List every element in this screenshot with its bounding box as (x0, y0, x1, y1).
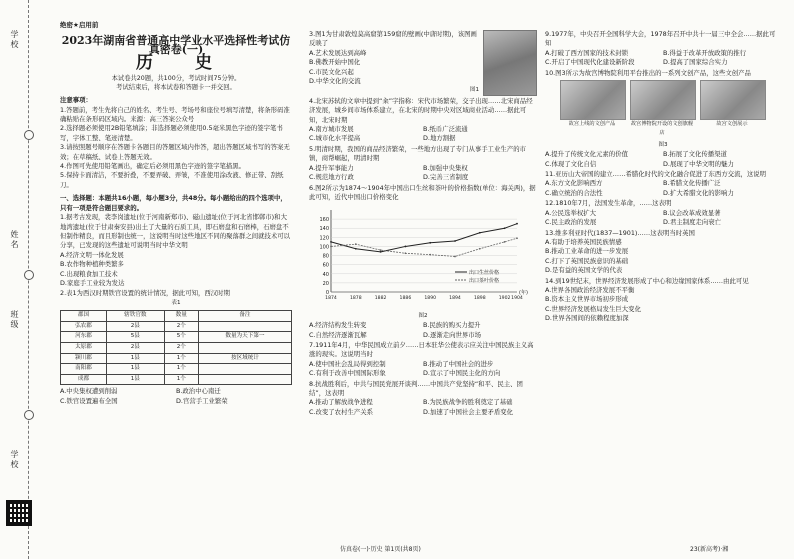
figure-caption: 图2 (418, 312, 428, 319)
option: B.希腊文化传播广泛 (663, 179, 721, 188)
option: B.民族的购买力提升 (423, 321, 481, 330)
table-cell: 按区域统计 (198, 353, 291, 364)
y-tick-label: 120 (319, 235, 329, 242)
option: A.经济文明一体化发展 (60, 250, 124, 259)
binding-hole (24, 270, 34, 280)
product-photo (560, 80, 626, 120)
table-cell: 2县 (106, 321, 164, 332)
section-title: 一、选择题：本题共16小题，每小题3分，共48分。每小题给出的四个选项中，只有一项是符合题目要求的。 (60, 194, 287, 212)
y-tick-label: 80 (322, 253, 329, 260)
note-item: 1.答题前，考生先将自己的姓名、考生号、考场号和座位号填写清楚，将条形码准确粘贴在条形码区域内。来源：高三答案公众号 (60, 105, 290, 124)
note-item: 3.请按照题号顺序在答题卡各题目的答题区域内作答，超出答题区域书写的答案无效；在草稿纸、试卷上答题无效。 (60, 143, 290, 161)
question-7 (309, 341, 537, 379)
page-footer-code: 23(新高考)·湘 (690, 546, 729, 553)
table-cell (198, 364, 291, 375)
y-tick-label: 100 (319, 244, 329, 251)
table-cell: 南阳郡 (61, 364, 107, 375)
data-point (479, 232, 481, 234)
table-header-row (61, 311, 292, 322)
option: C.规范地方行政 (309, 173, 354, 182)
option: D.提高了国家综合实力 (663, 58, 728, 67)
option: C.开启了中国现代化建设新阶段 (545, 58, 635, 67)
question-stem: 9.1977年，中央召开全国科学大会，1978年召开中共十一届三中全会……据此可知 (545, 30, 776, 48)
option: D.中华文化的交流 (309, 77, 361, 86)
option: B.拓展了文化传播渠道 (663, 150, 727, 159)
photo-row (545, 80, 781, 139)
question-stem: 5.明清时期，我国的商品经济繁荣，一些地方出现了专门从事手工业生产的市镇，商帮崛起，明清时期 (309, 144, 526, 163)
question-stem: 3.图1为甘肃敦煌莫高窟第159窟的壁画(中唐时期)，该图画反映了 (309, 30, 477, 48)
table-cell: 1个 (164, 353, 198, 364)
data-point (355, 248, 357, 250)
option: B.为民族战争的胜利奠定了基础 (423, 398, 513, 407)
product-photo (700, 80, 766, 120)
table-row (61, 364, 292, 375)
y-tick-label: 160 (319, 217, 329, 224)
question-stem: 1.据考古发现，裴李岗遗址(位于河南新郑市)、磁山遗址(位于河北省邯郸市)和大地湾遗址(位于甘肃秦安县)出土了大量的石质工具，即石磨盘和石磨棒，石磨盘不但制作精良，而且形制也统一，这说明当时这些地区不同的聚落群之间就技术可以分享，已发现的这些遗址可说明当时中华文明 (60, 213, 291, 250)
table-cell: 太原郡 (61, 342, 107, 353)
note-item: 2.选择题必须使用2B铅笔填涂；非选择题必须使用0.5毫米黑色字迹的签字笔书写，字体工整、笔迹清楚。 (60, 124, 283, 142)
question-stem: 14.到19世纪末，世界经济发展形成了中心和边缘国家体系……由此可见 (545, 276, 749, 285)
question-5 (309, 145, 537, 183)
option: C.打下了英国民族意识的基础 (545, 256, 629, 265)
x-tick-label: 1886 (399, 296, 412, 302)
option: A.世界各国政治经济发展不平衡 (545, 285, 635, 294)
label-name: 姓名 (10, 230, 19, 250)
x-tick-label: 1874 (325, 296, 337, 302)
question-stem: 4.北宋苏轼的文章中提到“籴”字指称：宋代市场繁荣，交子出现……北宋商品经济发展，城乡间市场体系建立，在北宋的时期中央对区域商业活动……据此可知，北宋时期 (309, 96, 533, 124)
x-tick-label: 1904 (511, 296, 523, 302)
data-point (380, 250, 382, 252)
notes-title: 注意事项： (60, 96, 92, 105)
option: B.议会改革成效显著 (663, 208, 721, 217)
option: A.中央集权遭到削弱 (60, 387, 118, 396)
data-point (330, 246, 332, 248)
exam-title: 2023年湖南省普通高中学业水平选择性考试仿真密卷(一) (61, 34, 291, 57)
table-row (61, 321, 292, 332)
table-cell (198, 374, 291, 385)
table-cell: 1县 (106, 364, 164, 375)
option: A.南方城市发展 (309, 125, 354, 134)
product-photo (630, 80, 696, 120)
y-tick-label: 20 (322, 281, 329, 288)
question-11 (545, 170, 781, 198)
label-school: 学校 (10, 30, 19, 50)
data-point (504, 241, 506, 243)
option: D.官营手工业繁荣 (176, 396, 228, 405)
table-header: 郡国 (61, 311, 107, 322)
figure-caption: 图1 (469, 87, 479, 94)
option: B.得益于改革开放政策的推行 (663, 48, 747, 57)
table-header: 辖铁官数 (106, 311, 164, 322)
option: C.出现粮食加工技术 (60, 269, 118, 278)
option: B.资本主义世界市场初步形成 (545, 295, 629, 304)
table-cell: 2个 (164, 321, 198, 332)
mural-image (483, 30, 537, 96)
table-cell: 1个 (164, 374, 198, 385)
y-tick-label: 60 (322, 262, 329, 269)
question-12 (545, 199, 781, 227)
table-cell: 2县 (106, 342, 164, 353)
data-point (479, 248, 481, 250)
question-stem: 8.抗战胜利后，中共与国民党展开谈判……中国共产党坚持“和平、民主、团结”，这表明 (309, 379, 523, 397)
exam-notice-2: 考试结束后，将本试卷和答题卡一并交回。 (116, 84, 236, 92)
option: C.市民文化兴起 (309, 67, 354, 76)
question-3 (309, 30, 537, 96)
data-point (516, 223, 518, 225)
option: B.加强中央集权 (423, 163, 468, 172)
question-stem: 10.图3所示为故宫博物院利用平台推出的一系列文创产品，这些文创产品 (545, 68, 751, 77)
option: B.推动了中国社会的进步 (423, 359, 494, 368)
figure-caption: 图3 (658, 141, 668, 148)
option: C.确立统治的合法性 (545, 188, 603, 197)
option: B.佛教开始中国化 (309, 58, 361, 67)
label-id: 学校 (10, 450, 19, 470)
option: D.加速了中国社会主要矛盾变化 (423, 407, 514, 416)
data-point (454, 256, 456, 258)
option: A.推动了解放战争进程 (309, 398, 373, 407)
data-point (516, 238, 518, 240)
question-14 (545, 277, 781, 324)
option: A.有助于培养英国民族情感 (545, 237, 622, 246)
table-row (61, 374, 292, 385)
legend-entry: 出口生丝价格 (469, 270, 500, 277)
option: A.艺术发展达到高峰 (309, 48, 367, 57)
note-item: 4.作图可先使用铅笔画出，确定后必须用黑色字迹的签字笔描黑。 (60, 162, 246, 171)
option: A.使中国社会乱局得到控制 (309, 359, 386, 368)
series-line (331, 224, 517, 252)
qr-code (6, 500, 32, 526)
table-cell: 1个 (164, 364, 198, 375)
y-tick-label: 0 (325, 290, 329, 297)
option: A.提升了传统文化元素的价值 (545, 150, 628, 159)
option: D.逐渐走向世界市场 (423, 330, 482, 339)
question-1 (60, 213, 292, 288)
table-cell: 1县 (106, 353, 164, 364)
question-8 (309, 380, 537, 418)
price-index-chart (309, 204, 537, 308)
confidential-tag: 绝密★启用前 (60, 21, 99, 29)
data-point (454, 240, 456, 242)
x-tick-label: 1894 (449, 296, 461, 302)
option: D.君主制度走向衰亡 (663, 218, 722, 227)
question-stem: 2.表1为西汉时期铁官设置的统计情况，据此可知，西汉时期 (60, 289, 230, 298)
photo-caption: 故宫博物院开设的文创旗舰店 (630, 121, 694, 137)
option: C.民主政治的发展 (545, 218, 597, 227)
data-point (405, 253, 407, 255)
data-point (330, 241, 332, 243)
page-footer: 仿真卷(一)·历史 第1页(共8页) (340, 546, 421, 553)
photo-caption: 故宫上线的文创产品 (568, 121, 616, 128)
x-axis-label: (年) (519, 290, 528, 297)
question-9 (545, 30, 781, 68)
data-point (429, 254, 431, 256)
x-tick-label: 1882 (374, 296, 387, 302)
column-1 (60, 30, 292, 407)
question-4 (309, 97, 537, 144)
table-cell: 弘农郡 (61, 321, 107, 332)
exam-notice-1: 本试卷共20题，共100分，考试时间75分钟。 (111, 75, 241, 83)
option: C.改变了农村生产关系 (309, 407, 374, 416)
option: B.政治中心南迁 (176, 387, 221, 396)
question-stem: 11.亚历山大帝国的建立……希腊化时代的文化融合促进了东西方交流，这说明 (545, 170, 767, 179)
x-tick-label: 1890 (424, 296, 437, 302)
option: A.提升军事能力 (309, 163, 354, 172)
table-cell: 数量为天下第一 (198, 332, 291, 343)
table-row (61, 353, 292, 364)
option: A.公民选举权扩大 (545, 208, 597, 217)
option: C.自然经济逐渐瓦解 (309, 330, 367, 339)
binding-hole (24, 410, 34, 420)
x-tick-label: 1898 (473, 296, 486, 302)
table-row (61, 332, 292, 343)
option: D.完善三省制度 (423, 173, 469, 182)
data-point (355, 244, 357, 246)
label-class: 班级 (10, 310, 19, 330)
table-header: 数量 (164, 311, 198, 322)
y-tick-label: 40 (322, 272, 329, 279)
x-tick-label: 1878 (349, 296, 362, 302)
option: C.世界经济发展格局发生巨大变化 (545, 304, 641, 313)
option: D.展现了中华文明的魅力 (663, 159, 734, 168)
table-cell: 河东郡 (61, 332, 107, 343)
photo-caption: 故宫文创展示 (716, 121, 748, 128)
question-2 (60, 289, 292, 406)
table-cell: 5县 (106, 332, 164, 343)
option: D.宣示了中国民主化的方向 (423, 369, 501, 378)
binding-hole (24, 130, 34, 140)
data-point (504, 228, 506, 230)
question-13 (545, 229, 781, 276)
table-cell: 2个 (164, 342, 198, 353)
option: B.农作物种植种类繁多 (60, 260, 124, 269)
option: D.扩大希腊文化的影响力 (663, 188, 734, 197)
series-line (331, 239, 517, 257)
table-cell: 颍川郡 (61, 353, 107, 364)
question-stem: 6.图2所示为1874～1904年中国出口生丝和茶叶的价格指数(单位：海关两)，据此可知，近代中国出口价格变化 (309, 183, 536, 201)
question-stem: 12.1810年7月，法国发生革命，……这表明 (545, 199, 672, 208)
y-tick-label: 140 (319, 226, 329, 233)
option: C.铁官设置遍布全国 (60, 396, 118, 405)
option: C.有利于改善中国国际形象 (309, 369, 386, 378)
question-6 (309, 184, 537, 340)
table-cell: 成都 (61, 374, 107, 385)
data-point (380, 251, 382, 253)
question-stem: 7.1911年4月，中华民国成立前夕……日本驻华公使表示应关注中国民族主义高涨的现实。这说明当时 (309, 340, 534, 359)
column-3 (545, 30, 781, 325)
column-2 (309, 30, 537, 418)
option: C.体现了文化自信 (545, 159, 597, 168)
option: A.打破了西方国家的技术封锁 (545, 48, 628, 57)
binding-margin (0, 0, 40, 559)
option: B.纸币广泛流通 (423, 125, 468, 134)
table-caption: 表1 (171, 299, 181, 306)
x-tick-label: 1902 (498, 296, 511, 302)
option: A.经济结构发生转变 (309, 321, 367, 330)
option: D.是有益的英国文学的代表 (545, 266, 623, 275)
question-10 (545, 69, 781, 169)
option: D.家庭手工业较为发达 (60, 278, 125, 287)
table-header: 备注 (198, 311, 291, 322)
iron-office-table (60, 310, 292, 385)
table-cell: 1县 (106, 374, 164, 385)
table-cell (198, 321, 291, 332)
table-cell: 5个 (164, 332, 198, 343)
option: B.推动工业革命的进一步发展 (545, 247, 629, 256)
option: D.地方割据 (423, 134, 456, 143)
table-row (61, 342, 292, 353)
question-stem: 13.维多利亚时代(1837—1901)……这表明当时英国 (545, 228, 695, 237)
legend-entry: 出口茶叶价格 (469, 278, 500, 285)
data-point (405, 246, 407, 248)
subject-title: 历 史 (136, 52, 230, 73)
option: D.世界各国间的依赖程度加深 (545, 314, 629, 323)
option: C.城市化水平提高 (309, 134, 361, 143)
data-point (429, 242, 431, 244)
table-cell (198, 342, 291, 353)
option: A.东方文化影响西方 (545, 179, 603, 188)
note-item: 5.保持卡面清洁，不要折叠，不要弄破、弄皱，不准使用涂改液、修正带、刮纸刀。 (60, 171, 284, 189)
